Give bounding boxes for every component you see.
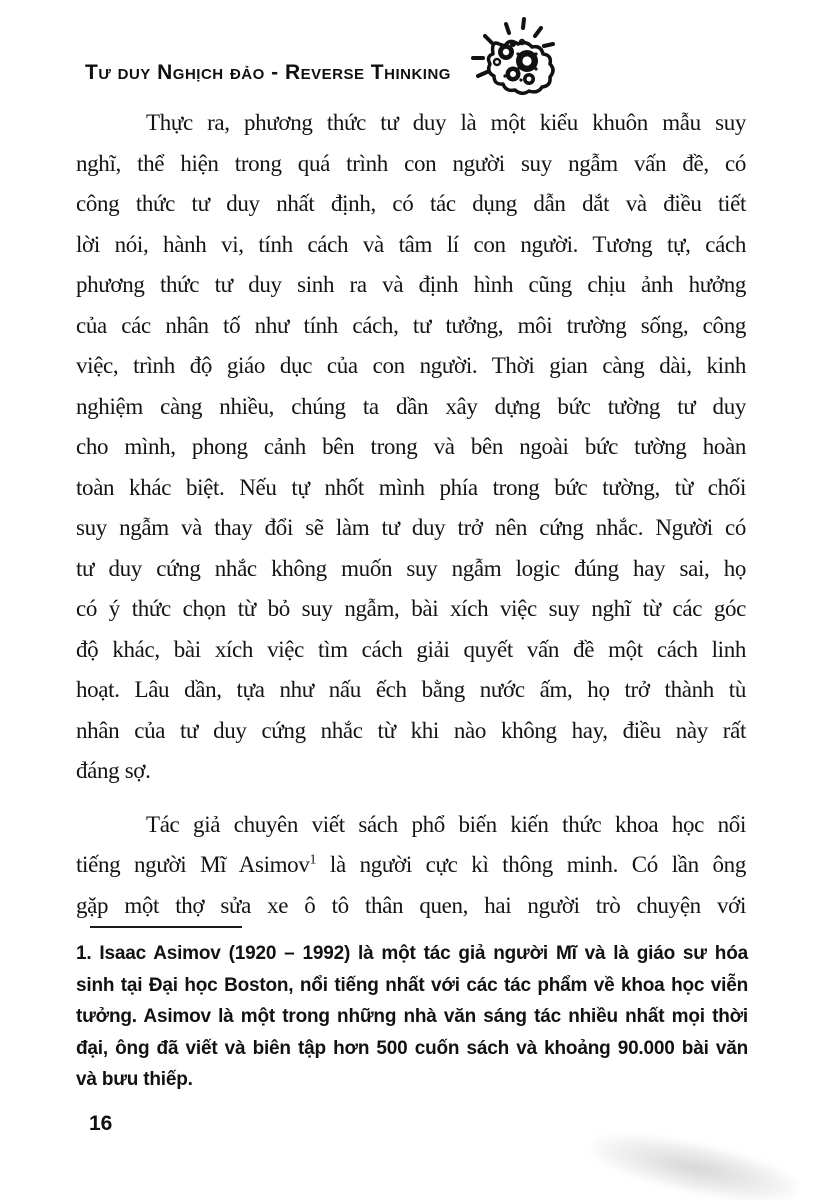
text-line: cho mình, phong cảnh bên trong và bên ngoài bức tường hoàn — [76, 434, 746, 459]
text-line: của các nhân tố như tính cách, tư tưởng, môi trường sống, công — [76, 312, 746, 338]
text-line: hoạt. Lâu dần, tựa như nấu ếch bằng nước ấm, họ trở thành tù — [76, 677, 746, 702]
text-segment: tiếng người Mĩ Asimov — [76, 852, 310, 877]
footnote-reference: 1 — [309, 852, 317, 868]
text-line: nghĩ, thể hiện trong quá trình con người suy ngẫm vấn đề, có — [76, 150, 746, 176]
text-line: gặp một thợ sửa xe ô tô thân quen, hai người trò chuyện với — [76, 892, 746, 918]
text-line: Tác giả chuyên viết sách phổ biến kiến thức khoa học nổi — [146, 811, 746, 837]
paragraph-2 — [76, 805, 746, 927]
text-line: việc, trình độ giáo dục của con người. Thời gian càng dài, kinh — [76, 353, 746, 378]
text-line: Thực ra, phương thức tư duy là một kiểu khuôn mẫu suy — [146, 110, 746, 135]
text-line: nghiệm càng nhiều, chúng ta dần xây dựng bức tường tư duy — [76, 393, 746, 419]
page-header — [85, 14, 565, 104]
text-line: công thức tư duy nhất định, có tác dụng dẫn dắt và điều tiết — [76, 191, 746, 216]
footnote-line: 1. Isaac Asimov (1920 – 1992) là một tác giả người Mĩ và là giáo sư hóa — [76, 943, 748, 964]
body-text — [76, 103, 746, 926]
text-line: đáng sợ. — [76, 758, 151, 783]
text-line: tư duy cứng nhắc không muốn suy ngẫm logic đúng hay sai, họ — [76, 555, 746, 581]
page-corner-shadow — [587, 1123, 802, 1200]
footnote-separator — [90, 926, 242, 928]
paragraph-1 — [76, 103, 746, 792]
footnote-line: và bưu thiếp. — [76, 1069, 193, 1090]
text-line: nhân của tư duy cứng nhắc từ khi nào không hay, điều này rất — [76, 717, 746, 743]
text-line: độ khác, bài xích việc tìm cách giải quyết vấn đề một cách linh — [76, 636, 746, 662]
gears-brain-icon — [461, 14, 565, 104]
text-line: toàn khác biệt. Nếu tự nhốt mình phía trong bức tường, từ chối — [76, 474, 746, 500]
footnote-line: đại, ông đã viết và biên tập hơn 500 cuốn sách và khoảng 90.000 bài văn — [76, 1037, 748, 1059]
footnote-line: sinh tại Đại học Boston, nổi tiếng nhất với các tác phẩm về khoa học viễn — [76, 974, 748, 996]
footnote-line: tưởng. Asimov là một trong những nhà văn sáng tác nhiều nhất mọi thời — [76, 1006, 748, 1027]
text-line — [76, 845, 746, 886]
chapter-title: Tư duy Nghịch đảo - Reverse Thinking — [85, 61, 451, 84]
text-line: suy ngẫm và thay đổi sẽ làm tư duy trở nên cứng nhắc. Người có — [76, 515, 746, 540]
text-line: phương thức tư duy sinh ra và định hình cũng chịu ảnh hưởng — [76, 272, 746, 297]
text-line: lời nói, hành vi, tính cách và tâm lí con người. Tương tự, cách — [76, 231, 746, 257]
text-line: có ý thức chọn từ bỏ suy ngẫm, bài xích việc suy nghĩ từ các góc — [76, 596, 746, 621]
text-segment: là người cực kì thông minh. Có lần ông — [316, 852, 746, 877]
footnote-block — [76, 938, 748, 1096]
page-number: 16 — [89, 1112, 113, 1135]
